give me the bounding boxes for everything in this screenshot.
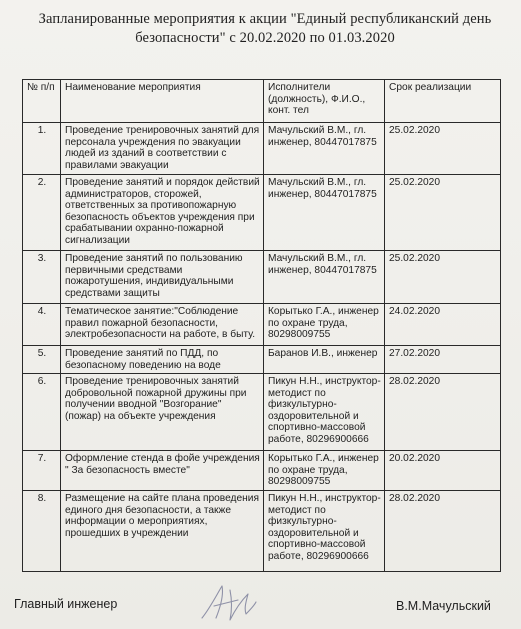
row-executor: Корытько Г.А., инженер по охране труда, 80298009755 (264, 451, 385, 491)
row-num: 8. (23, 491, 61, 572)
row-executor: Корытько Г.А., инженер по охране труда, 80298009755 (264, 304, 385, 346)
row-num: 2. (23, 175, 61, 251)
row-num: 6. (23, 374, 61, 451)
table-row (23, 123, 501, 175)
row-name: Проведение тренировочных занятий для персонала учреждения по эвакуации людей из зданий в соответствии с правилами эвакуации (61, 123, 264, 175)
row-name: Проведение тренировочных занятий добровольной пожарной дружины при получении вводной "Возгорание" (пожар) на объекте учреждения (61, 374, 264, 451)
row-executor: Мачульский В.М., гл. инженер, 80447017875 (264, 175, 385, 251)
row-executor: Пикун Н.Н., инструктор-методист по физкультурно-оздоровительной и спортивно-массовой работе, 80296900666 (264, 374, 385, 451)
row-deadline: 28.02.2020 (385, 491, 501, 572)
table-row (23, 491, 501, 572)
handwritten-signature (196, 578, 260, 626)
row-name: Тематическое занятие:"Соблюдение правил пожарной безопасности, электробезопасности на работе, в быту. (61, 304, 264, 346)
row-name: Оформление стенда в фойе учреждения " За безопасность вместе" (61, 451, 264, 491)
header-executor: Исполнители (должность), Ф.И.О., конт. тел (264, 80, 385, 123)
events-table (22, 79, 501, 572)
table-row (23, 251, 501, 304)
row-num: 1. (23, 123, 61, 175)
row-deadline: 20.02.2020 (385, 451, 501, 491)
row-deadline: 25.02.2020 (385, 175, 501, 251)
table-row (23, 451, 501, 491)
row-executor: Баранов И.В., инженер (264, 346, 385, 374)
row-executor: Мачульский В.М., гл. инженер, 80447017875 (264, 251, 385, 304)
table-row (23, 346, 501, 374)
row-name: Проведение занятий по ПДД, по безопасному поведению на воде (61, 346, 264, 374)
row-deadline: 25.02.2020 (385, 123, 501, 175)
row-deadline: 28.02.2020 (385, 374, 501, 451)
row-num: 3. (23, 251, 61, 304)
table-row (23, 374, 501, 451)
row-executor: Пикун Н.Н., инструктор-методист по физкультурно-оздоровительной и спортивно-массовой работе, 80296900666 (264, 491, 385, 572)
row-name: Проведение занятий и порядок действий администраторов, сторожей, ответственных за противопожарную безопасность объектов учреждения при срабатывании охранно-пожарной сигнализации (61, 175, 264, 251)
table-row (23, 175, 501, 251)
row-deadline: 25.02.2020 (385, 251, 501, 304)
row-num: 5. (23, 346, 61, 374)
table-header-row (23, 80, 501, 123)
document-title (30, 10, 500, 48)
title-line-1: Запланированные мероприятия к акции "Единый республиканский день (38, 11, 492, 27)
header-num: № п/п (23, 80, 61, 123)
row-executor: Мачульский В.М., гл. инженер, 80447017875 (264, 123, 385, 175)
row-num: 4. (23, 304, 61, 346)
title-line-2: безопасности" с 20.02.2020 по 01.03.2020 (135, 30, 395, 46)
header-name: Наименование мероприятия (61, 80, 264, 123)
header-deadline: Срок реализации (385, 80, 501, 123)
signer-position: Главный инженер (14, 597, 118, 611)
row-name: Размещение на сайте плана проведения единого дня безопасности, а также информации о мероприятиях, прошедших в учреждении (61, 491, 264, 572)
row-deadline: 27.02.2020 (385, 346, 501, 374)
row-num: 7. (23, 451, 61, 491)
table-row (23, 304, 501, 346)
row-name: Проведение занятий по пользованию первичными средствами пожаротушения, индивидуальными средствами защиты (61, 251, 264, 304)
row-deadline: 24.02.2020 (385, 304, 501, 346)
signer-name: В.М.Мачульский (396, 599, 491, 613)
